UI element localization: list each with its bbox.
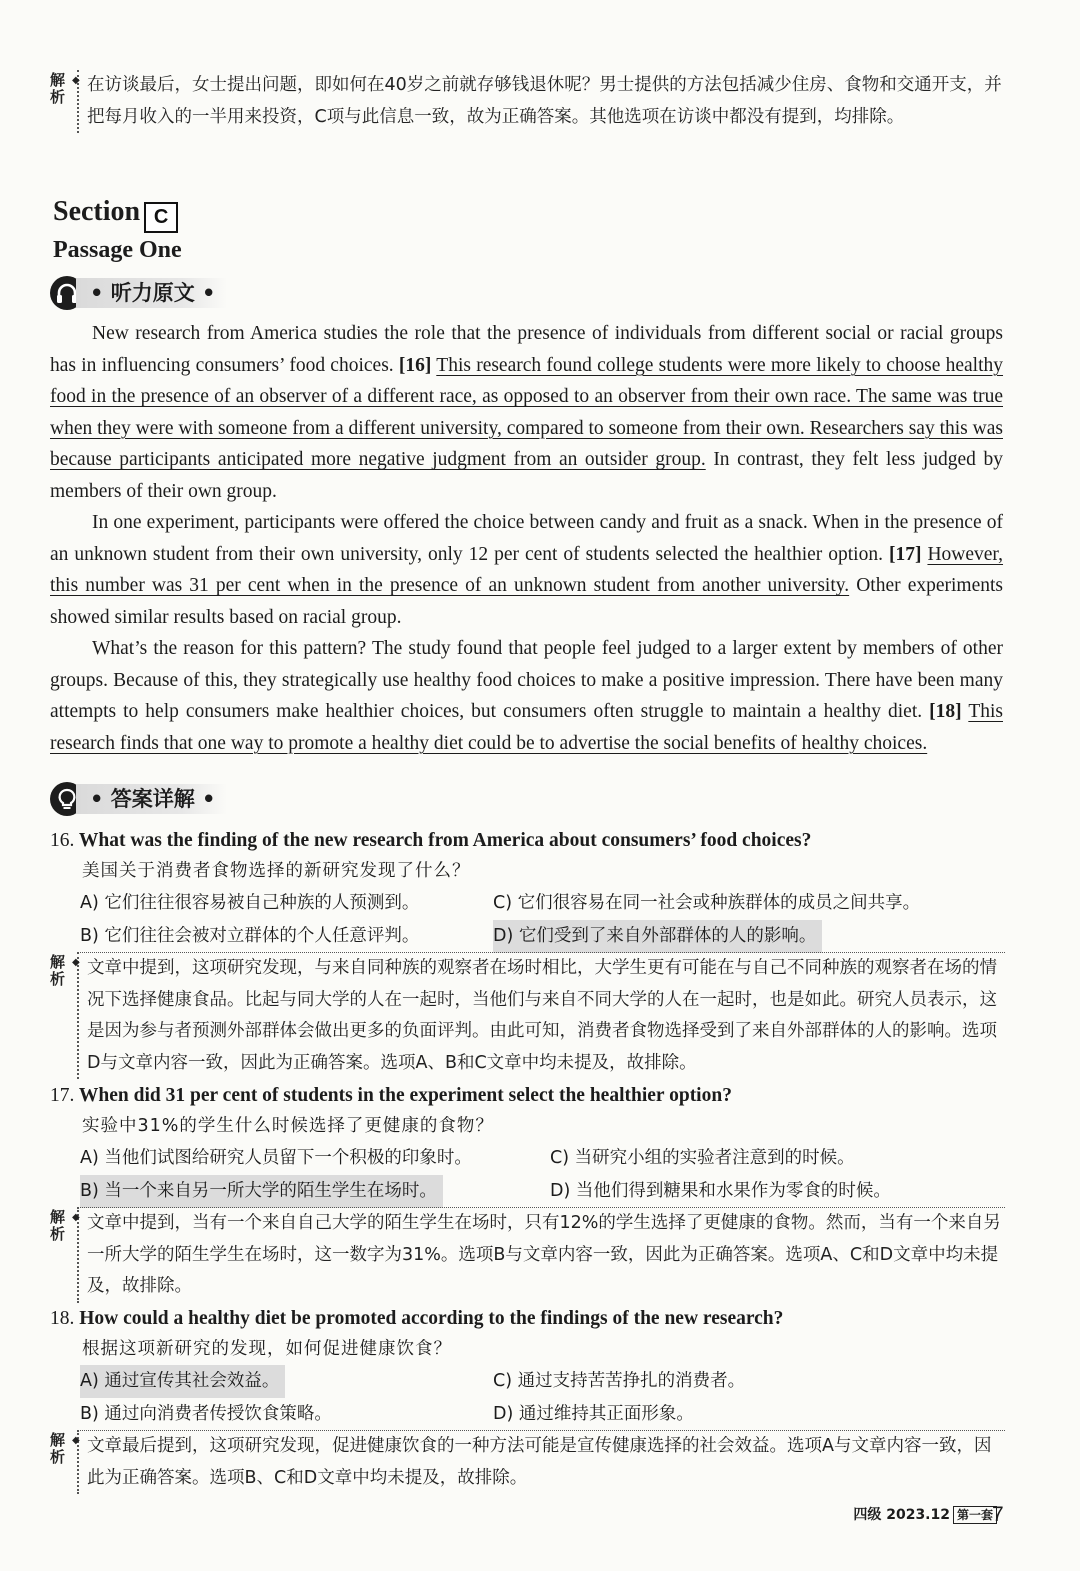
- footer-label: [853, 1500, 1000, 1530]
- explanation-tag: [50, 953, 80, 988]
- explanation-tag: [50, 71, 80, 106]
- passage-text-span: Other experiments showed similar results based on racial group.: [50, 575, 1003, 628]
- diamond-icon: ◆: [72, 75, 80, 86]
- explanation-18: [50, 1430, 1005, 1494]
- option-d-correct: D) 它们受到了来自外部群体的人的影响。: [493, 920, 822, 953]
- explanation-16: [50, 952, 1005, 1079]
- page-number: 7: [992, 1503, 1004, 1526]
- answer-underline-18: This research finds that one way to promote a healthy diet could be to advertise the social benefits of healthy choices.: [50, 701, 1003, 754]
- question-marker-18: [18]: [929, 701, 962, 722]
- passage-text-span: What’s the reason for this pattern? The study found that people feel judged to a larger extent by members of other groups. Because of this, they strategically use healthy food choices to make a positive impression. There have been many attempts to help consumers make healthier choices, but consumers often struggle to maintain a healthy diet.: [50, 638, 1003, 722]
- explanation-tag: [50, 1431, 80, 1466]
- section-badge: C: [144, 202, 178, 233]
- passage-text: [50, 318, 1003, 759]
- question-number: 17.: [50, 1085, 75, 1106]
- passage-paragraph-3: [50, 633, 1003, 759]
- question-text-zh: 实验中31%的学生什么时候选择了更健康的食物？: [82, 1116, 494, 1136]
- option-a-correct: A) 通过宣传其社会效益。: [80, 1365, 285, 1398]
- explanation-17: [50, 1207, 1005, 1303]
- footer-exam: 四级 2023.12: [853, 1507, 950, 1523]
- explanation-tag-text: 解析: [50, 1431, 66, 1466]
- question-text-zh: 美国关于消费者食物选择的新研究发现了什么？: [82, 861, 471, 881]
- explanation-text: 文章最后提到，这项研究发现，促进健康饮食的一种方法可能是宣传健康选择的社会效益。选项A与文章内容一致，因此为正确答案。选项B、C和D文章中均未提及，故排除。: [77, 1430, 1005, 1494]
- question-text-en: [50, 825, 1010, 856]
- question-16: [50, 825, 1010, 953]
- option-c: C) 它们很容易在同一社会或种族群体的成员之间共享。: [493, 893, 921, 913]
- option-c: C) 通过支持苦苦挣扎的消费者。: [493, 1371, 746, 1391]
- question-marker-16: [16]: [398, 354, 432, 376]
- option-b: B) 通过向消费者传授饮食策略。: [80, 1404, 332, 1424]
- option-b: B) 它们往往会被对立群体的个人任意评判。: [80, 926, 420, 946]
- option-a: A) 当他们试图给研究人员留下一个积极的印象时。: [80, 1148, 472, 1168]
- question-17: [50, 1080, 1010, 1208]
- option-d: D) 通过维持其正面形象。: [493, 1404, 694, 1424]
- question-18: [50, 1303, 1010, 1431]
- passage-paragraph-2: [50, 507, 1003, 633]
- option-c: C) 当研究小组的实验者注意到的时候。: [550, 1148, 855, 1168]
- answers-header-label: • 答案详解 •: [76, 784, 227, 814]
- options: [80, 1365, 1010, 1431]
- top-explanation: [50, 70, 1005, 133]
- question-text-en: [50, 1080, 1010, 1111]
- explanation-tag-text: 解析: [50, 1208, 66, 1243]
- question-marker-17: [17]: [888, 543, 922, 565]
- explanation-text: 文章中提到，这项研究发现，与来自同种族的观察者在场时相比，大学生更有可能在与自己不同种族的观察者在场的情况下选择健康食品。比起与同大学的人在一起时，当他们与来自不同大学的人在一起时，也是如此。研究人员表示，这是因为参与者预测外部群体会做出更多的负面评判。由此可知，消费者食物选择受到了来自外部群体的人的影响。选项D与文章内容一致，因此为正确答案。选项A、B和C文章中均未提及，故排除。: [77, 952, 1005, 1079]
- section-title: [53, 192, 178, 233]
- passage-text-span: In one experiment, participants were offered the choice between candy and fruit as a snack. When in the presence of an unknown student from their own university, only 12 per cent of students selected the healthier option.: [50, 512, 1003, 565]
- diamond-icon: ◆: [72, 957, 80, 968]
- option-a: A) 它们往往很容易被自己种族的人预测到。: [80, 893, 420, 913]
- answer-underline-17: However, this number was 31 per cent when in the presence of an unknown student from another university.: [50, 543, 1004, 596]
- option-b-correct: B) 当一个来自另一所大学的陌生学生在场时。: [80, 1175, 443, 1208]
- options: [80, 1142, 1010, 1208]
- answer-underline-16: This research found college students were more likely to choose healthy food in the presence of an observer of a different race, as opposed to an observer from their own race. The same was true when they were with someone from a different university, compared to someone from their own. Researchers say this was because participants anticipated more negative judgment from an outsider group.: [50, 354, 1004, 470]
- question-text-en: [50, 1303, 1010, 1334]
- passage-title: Passage One: [53, 237, 182, 263]
- diamond-icon: ◆: [72, 1435, 80, 1446]
- passage-text-span: In contrast, they felt less judged by members of their own group.: [50, 449, 1004, 502]
- explanation-tag: [50, 1208, 80, 1243]
- explanation-text: 文章中提到，当有一个来自自己大学的陌生学生在场时，只有12%的学生选择了更健康的食物。然而，当有一个来自另一所大学的陌生学生在场时，这一数字为31%。选项B与文章内容一致，因此为正确答案。选项A、C和D文章中均未提及，故排除。: [77, 1207, 1005, 1303]
- options: [80, 887, 1010, 953]
- question-stem: What was the finding of the new research from America about consumers’ food choices?: [78, 830, 812, 851]
- diamond-icon: ◆: [72, 1212, 80, 1223]
- question-text-zh: 根据这项新研究的发现，如何促进健康饮食？: [82, 1339, 452, 1359]
- section-label: Section: [53, 196, 141, 227]
- question-stem: How could a healthy diet be promoted according to the findings of the new research?: [79, 1308, 784, 1329]
- option-d: D) 当他们得到糖果和水果作为零食的时候。: [550, 1181, 891, 1201]
- footer-set-badge: 第一套: [953, 1506, 997, 1524]
- question-stem: When did 31 per cent of students in the experiment select the healthier option?: [78, 1085, 732, 1106]
- passage-text-span: New research from America studies the role that the presence of individuals from different social or racial groups has in influencing consumers’ food choices.: [50, 323, 1003, 376]
- passage-paragraph-1: [50, 318, 1003, 507]
- question-number: 18.: [50, 1308, 75, 1329]
- listening-header-label: • 听力原文 •: [76, 278, 227, 308]
- explanation-text: 在访谈最后，女士提出问题，即如何在40岁之前就存够钱退休呢？男士提供的方法包括减少住房、食物和交通开支，并把每月收入的一半用来投资，C项与此信息一致，故为正确答案。其他选项在访谈中都没有提到，均排除。: [77, 70, 1005, 133]
- question-number: 16.: [50, 830, 75, 851]
- explanation-tag-text: 解析: [50, 953, 66, 988]
- explanation-tag-text: 解析: [50, 71, 66, 106]
